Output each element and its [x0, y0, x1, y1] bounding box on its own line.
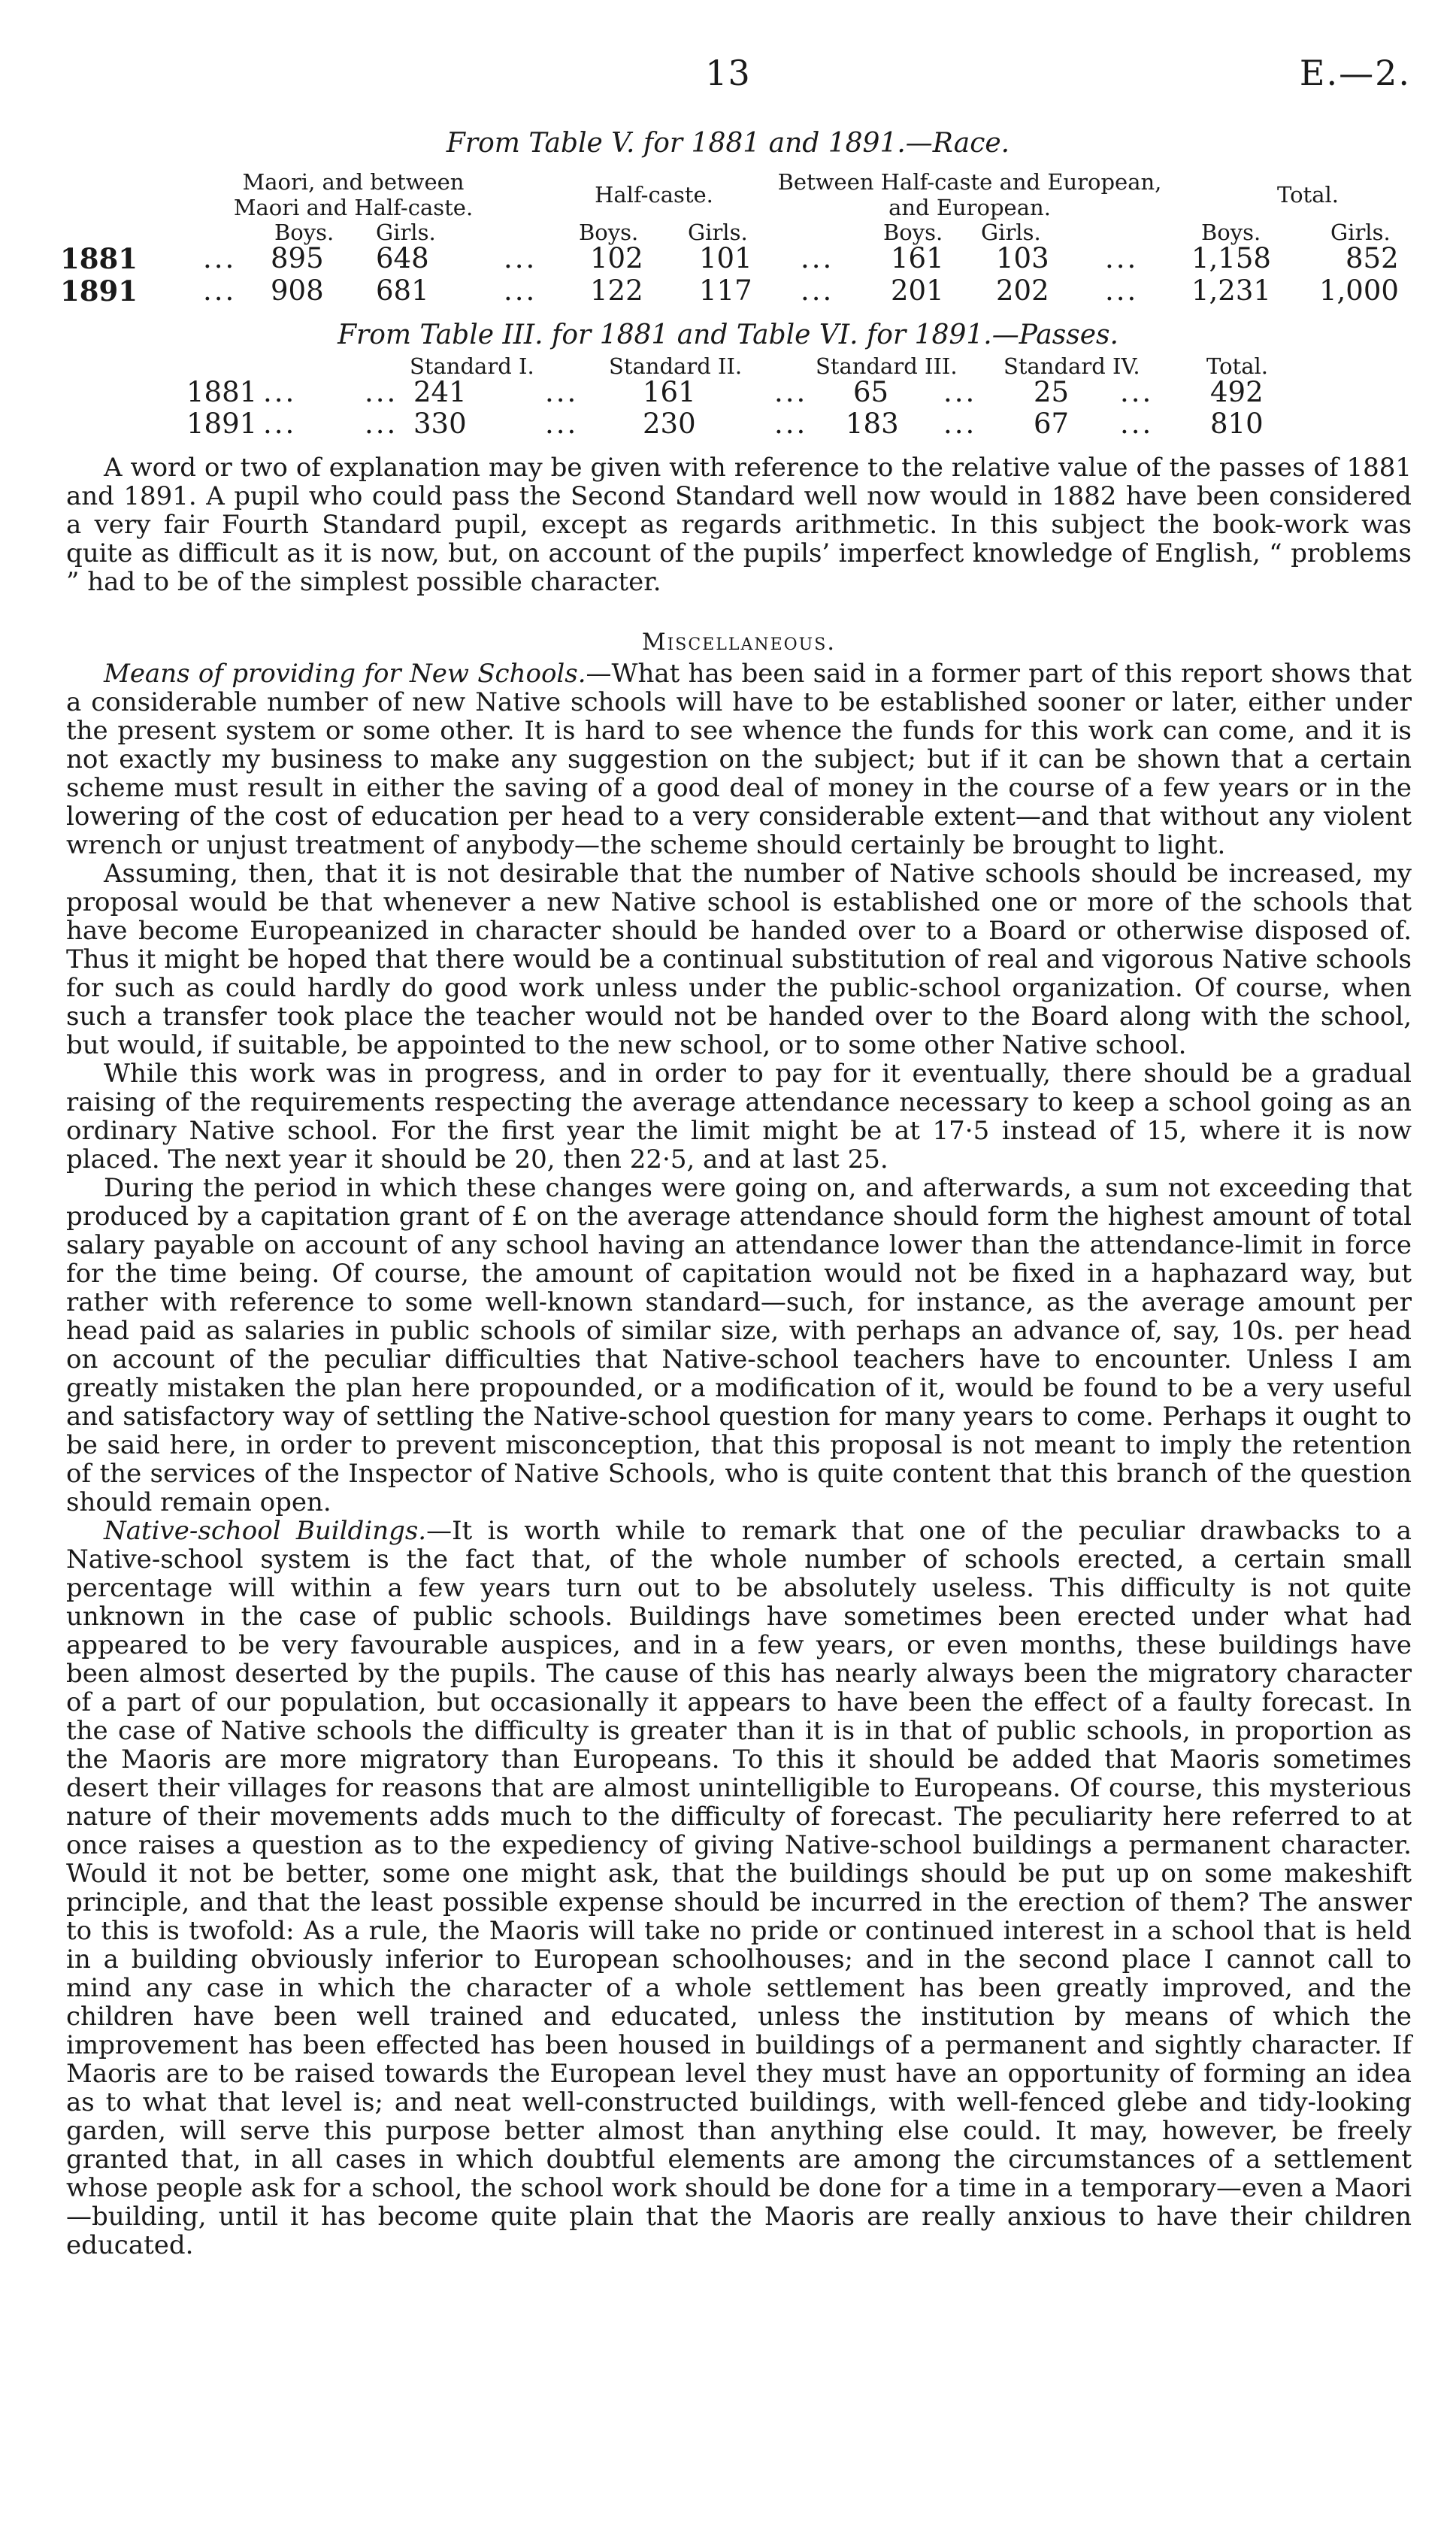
- race-cell: 1,158: [1191, 242, 1271, 274]
- sub-boys: Boys.: [883, 220, 943, 245]
- leader-dots: ...: [1120, 376, 1154, 408]
- passes-cell: 65: [853, 376, 889, 408]
- sub-girls: Girls.: [688, 220, 748, 245]
- leader-dots: ...: [504, 242, 537, 274]
- sub-girls: Girls.: [981, 220, 1041, 245]
- leader-dots: ...: [943, 376, 977, 408]
- paragraph-title: Means of providing for New Schools.: [104, 659, 586, 689]
- passes-cell: 25: [1034, 376, 1070, 408]
- body-text: [66, 453, 1412, 2260]
- leader-dots: ...: [365, 408, 398, 440]
- leader-dots: ...: [1105, 242, 1139, 274]
- sub-girls: Girls.: [1330, 220, 1391, 245]
- leader-dots: ...: [263, 376, 297, 408]
- paragraph: Assuming, then, that it is not desirable that the number of Native schools should be increased, my proposal would be that whenever a new Native school is established one or more of the schools that have become Europeanized in character should be handed over to a Board or otherwise disposed of. Thus it might be hoped that there would be a continual substitution of real and vigorous Native schools for such as could hardly do good work unless under the public-school organization. Of course, when such a transfer took place the teacher would not be handed over to the Board along with the school, but would, if suitable, be appointed to the new school, or to some other Native school.: [66, 859, 1412, 1060]
- passes-cell: 330: [413, 408, 467, 440]
- race-cell: 117: [699, 274, 752, 307]
- race-cell: 681: [376, 274, 429, 307]
- leader-dots: ...: [545, 376, 579, 408]
- page-reference: E.—2.: [1299, 53, 1411, 93]
- sub-girls: Girls.: [376, 220, 436, 245]
- passes-cell: 161: [643, 376, 696, 408]
- passes-table-caption: From Table III. for 1881 and Table VI. for 1891.—Passes.: [338, 320, 1118, 350]
- leader-dots: ...: [943, 408, 977, 440]
- passes-header: Standard II.: [609, 353, 743, 379]
- race-row-year: 1881: [60, 242, 138, 275]
- leader-dots: ...: [203, 274, 237, 307]
- race-cell: 1,000: [1319, 274, 1399, 307]
- passes-header: Standard I.: [410, 353, 534, 379]
- race-cell: 202: [996, 274, 1049, 307]
- leader-dots: ...: [1120, 408, 1154, 440]
- passes-cell: 230: [643, 408, 696, 440]
- passes-header: Total.: [1206, 353, 1268, 379]
- race-cell: 852: [1346, 242, 1399, 274]
- race-cell: 102: [590, 242, 643, 274]
- sub-boys: Boys.: [1201, 220, 1261, 245]
- paragraph: During the period in which these changes were going on, and afterwards, a sum not exceeding that produced by a capitation grant of £ on the average attendance should form the highest amount of total salary payable on account of any school having an attendance lower than the attendance-limit in force for the time being. Of course, the amount of capitation would not be fixed in a haphazard way, but rather with reference to some well-known standard—such, for instance, as the average amount per head paid as salaries in public schools of similar size, with perhaps an advance of, say, 10s. per head on account of the peculiar difficulties that Native-school teachers have to encounter. Unless I am greatly mistaken the plan here propounded, or a modification of it, would be found to be a very useful and satisfactory way of settling the Native-school question for many years to come. Perhaps it ought to be said here, in order to prevent misconception, that this proposal is not meant to imply the retention of the services of the Inspector of Native Schools, who is quite content that this branch of the question should remain open.: [66, 1173, 1412, 1517]
- leader-dots: ...: [801, 242, 834, 274]
- passes-cell: 241: [413, 376, 467, 408]
- paragraph-title: Native-school Buildings.: [104, 1516, 427, 1546]
- paragraph: While this work was in progress, and in order to pay for it eventually, there should be a gradual raising of the requirements respecting the average attendance necessary to keep a school going as an ordinary Native school. For the first year the limit might be at 17·5 instead of 15, where it is now placed. The next year it should be 20, then 22·5, and at last 25.: [66, 1059, 1412, 1175]
- race-cell: 161: [891, 242, 944, 274]
- paragraph-text: —What has been said in a former part of this report shows that a considerable number of new Native schools will have to be established sooner or later, either under the present system or some other. It is hard to see whence the funds for this work can come, and it is not exactly my business to make any suggestion on the subject; but if it can be shown that a certain scheme must result in either the saving of a good deal of money in the course of a few years or in the lowering of the cost of education per head to a very considerable extent—and that without any violent wrench or unjust treatment of anybody—the scheme should certainly be brought to light.: [66, 659, 1412, 860]
- race-cell: 895: [271, 242, 324, 274]
- paragraph: A word or two of explanation may be given with reference to the relative value of the passes of 1881 and 1891. A pupil who could pass the Second Standard well now would in 1882 have been considered a very fair Fourth Standard pupil, except as regards arithmetic. In this subject the book-work was quite as difficult as it is now, but, on account of the pupils’ imperfect knowledge of English, “ problems ” had to be of the simplest possible character.: [66, 453, 1412, 597]
- race-cell: 122: [590, 274, 643, 307]
- race-cell: 648: [376, 242, 429, 274]
- leader-dots: ...: [365, 376, 398, 408]
- race-header-european: Between Half-caste and European, and European.: [777, 169, 1162, 220]
- race-table-caption: From Table V. for 1881 and 1891.—Race.: [446, 128, 1010, 159]
- passes-cell: 183: [846, 408, 899, 440]
- paragraph: [66, 1517, 1412, 2260]
- race-header-total: Total.: [1277, 182, 1339, 208]
- passes-header: Standard III.: [816, 353, 958, 379]
- leader-dots: ...: [504, 274, 537, 307]
- leader-dots: ...: [203, 242, 237, 274]
- passes-cell: 67: [1034, 408, 1070, 440]
- passes-cell: 810: [1210, 408, 1264, 440]
- passes-row-year: 1891: [186, 408, 258, 440]
- paragraph-text: —It is worth while to remark that one of the peculiar drawbacks to a Native-school system is the fact that, of the whole number of schools erected, a certain small percentage will within a few years turn out to be absolutely useless. This difficulty is not quite unknown in the case of public schools. Buildings have sometimes been erected under what had appeared to be very favourable auspices, and in a few years, or even months, these buildings have been almost deserted by the pupils. The cause of this has nearly always been the migratory character of a part of our population, but occasionally it appears to have been the effect of a faulty forecast. In the case of Native schools the difficulty is greater than it is in that of public schools, in proportion as the Maoris are more migratory than Europeans. To this it should be added that Maoris sometimes desert their villages for reasons that are almost unintelligible to Europeans. Of course, this mysterious nature of their movements adds much to the difficulty of forecast. The peculiarity here referred to at once raises a question as to the expediency of giving Native-school buildings a permanent character. Would it not be better, some one might ask, that the buildings should be put up on some makeshift principle, and that the least possible expense should be incurred in the erection of them? The answer to this is twofold: As a rule, the Maoris will take no pride or continued interest in a school that is held in a building obviously inferior to European schoolhouses; and in the second place I cannot call to mind any case in which the character of a whole settlement has been greatly improved, and the children have been well trained and educated, unless the institution by means of which the improvement has been effected has been housed in buildings of a permanent and sightly character. If Maoris are to be raised towards the European level they must have an opportunity of forming an idea as to what that level is; and neat well-constructed buildings, with well-fenced glebe and tidy-looking garden, will serve this purpose better almost than anything else could. It may, however, be freely granted that, in all cases in which doubtful elements are among the circumstances of a settlement whose people ask for a school, the school work should be done for a time in a temporary—even a Maori—building, until it has become quite plain that the Maoris are really anxious to have their children educated.: [66, 1516, 1412, 2260]
- race-header-half-caste: Half-caste.: [595, 182, 713, 208]
- race-cell: 1,231: [1191, 274, 1271, 307]
- leader-dots: ...: [774, 408, 808, 440]
- passes-row-year: 1881: [186, 376, 258, 408]
- leader-dots: ...: [1105, 274, 1139, 307]
- race-cell: 201: [891, 274, 944, 307]
- page-number: 13: [705, 53, 751, 93]
- leader-dots: ...: [774, 376, 808, 408]
- sub-boys: Boys.: [579, 220, 639, 245]
- passes-cell: 492: [1210, 376, 1264, 408]
- sub-boys: Boys.: [274, 220, 334, 245]
- leader-dots: ...: [801, 274, 834, 307]
- section-heading: Miscellaneous.: [641, 629, 837, 656]
- race-cell: 908: [271, 274, 324, 307]
- race-cell: 101: [699, 242, 752, 274]
- paragraph: [66, 659, 1412, 859]
- race-header-maori: Maori, and between Maori and Half-caste.: [233, 169, 474, 220]
- race-row-year: 1891: [60, 274, 138, 308]
- leader-dots: ...: [545, 408, 579, 440]
- race-cell: 103: [996, 242, 1049, 274]
- passes-header: Standard IV.: [1003, 353, 1140, 379]
- leader-dots: ...: [263, 408, 297, 440]
